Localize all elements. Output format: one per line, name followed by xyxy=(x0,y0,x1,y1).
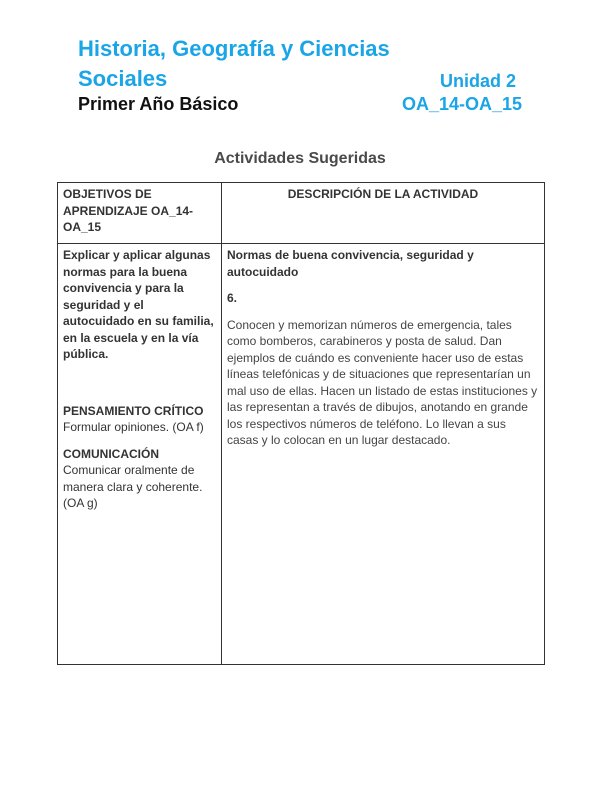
objectives-column-header: OBJETIVOS DE APRENDIZAJE OA_14-OA_15 xyxy=(58,183,222,244)
grade-label: Primer Año Básico xyxy=(78,94,239,114)
skill-description-critical-thinking: Formular opiniones. (OA f) xyxy=(63,420,204,434)
activity-title: Normas de buena convivencia, seguridad y autocuidado xyxy=(227,248,474,279)
skill-title-critical-thinking: PENSAMIENTO CRÍTICO xyxy=(63,403,204,418)
oa-code-label: OA_14-OA_15 xyxy=(401,94,522,114)
subject-title: Historia, Geografía y Ciencias xyxy=(78,36,390,61)
section-title: Actividades Sugeridas xyxy=(214,150,386,167)
activity-description: Conocen y memorizan números de emergencia, tales como bomberos, carabineros y posta de salud. Dan ejemplos de cuándo es conveniente hacer uso de estas líneas telefónicas y de situaciones que representarían un mal uso de ellas. Hacen un listado de estas instituciones y las representan a través de dibujos, anotando en grande los respectivos números de teléfono. Lo llevan a sus casas y lo colocan en un lugar destacado. xyxy=(227,317,538,447)
objectives-cell xyxy=(58,244,222,665)
unit-label: Unidad 2 xyxy=(439,71,516,91)
activities-table xyxy=(57,182,545,665)
table-row xyxy=(58,244,545,665)
table-header-row xyxy=(58,183,545,244)
description-column-header: DESCRIPCIÓN DE LA ACTIVIDAD xyxy=(222,183,545,244)
skill-description-communication: Comunicar oralmente de manera clara y coherente. (OA g) xyxy=(63,463,203,510)
description-cell xyxy=(222,244,545,665)
objective-text: Explicar y aplicar algunas normas para la buena convivencia y para la seguridad y el autocuidado en su familia, en la escuela y en la vía pública. xyxy=(63,248,214,361)
page-header xyxy=(78,36,528,116)
skill-title-communication: COMUNICACIÓN xyxy=(63,446,159,461)
activity-number: 6. xyxy=(227,291,238,305)
subject-title-continued: Sociales xyxy=(78,66,168,91)
